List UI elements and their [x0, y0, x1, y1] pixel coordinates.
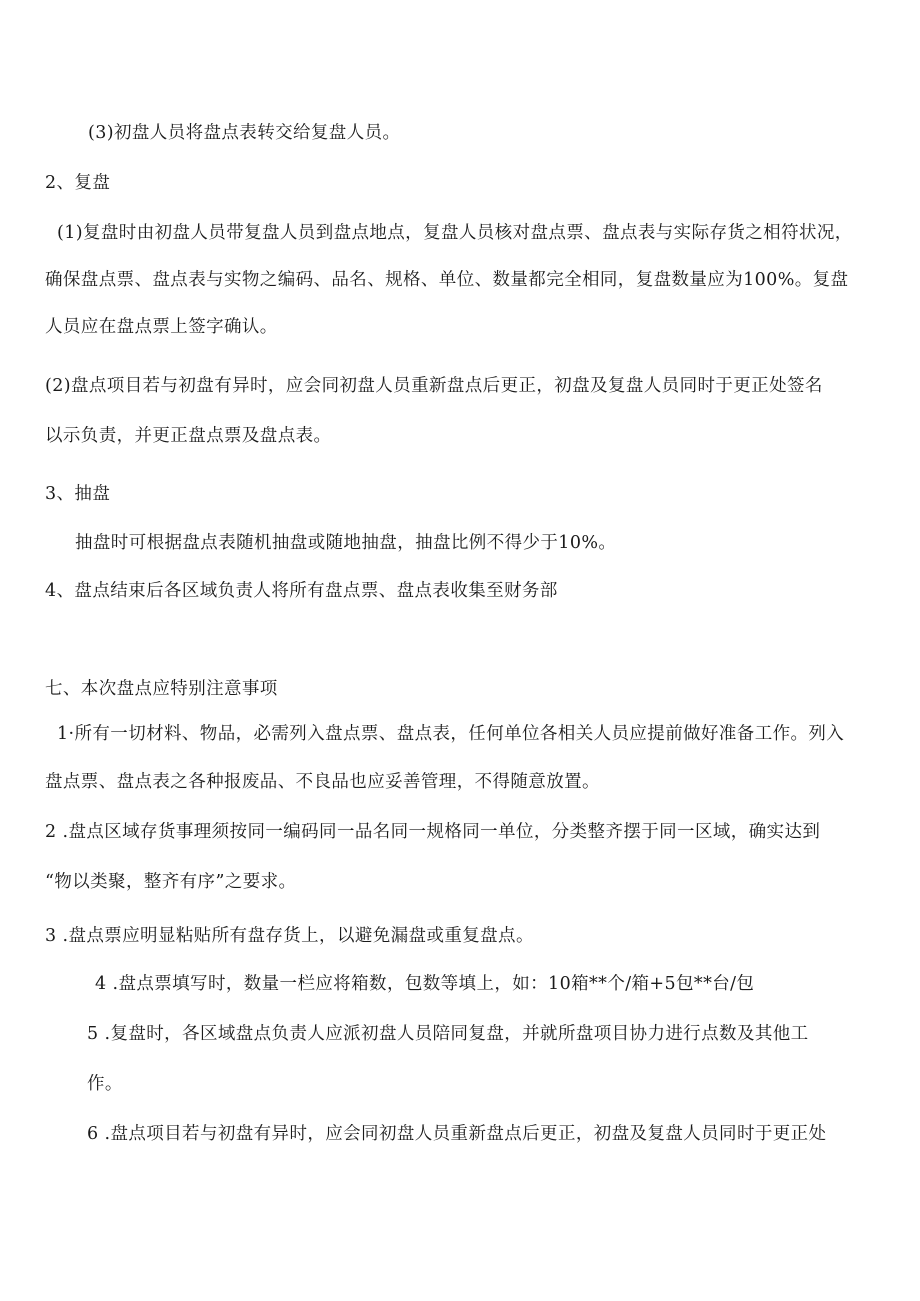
paragraph-line: 1·所有一切材料、物品，必需列入盘点票、盘点表，任何单位各相关人员应提前做好准备工作。列入 — [57, 724, 845, 744]
section-heading: 2、复盘 — [45, 173, 111, 193]
paragraph-line: (2)盘点项目若与初盘有异时，应会同初盘人员重新盘点后更正，初盘及复盘人员同时于更正处签名 — [45, 376, 823, 396]
paragraph-line: 3 .盘点票应明显粘贴所有盘存货上，以避免漏盘或重复盘点。 — [45, 926, 534, 946]
paragraph-line: 作。 — [87, 1074, 123, 1094]
paragraph-line: 人员应在盘点票上签字确认。 — [45, 317, 278, 337]
paragraph-line: 4 .盘点票填写时，数量一栏应将箱数，包数等填上，如：10箱**个/箱+5包**台/包 — [95, 974, 755, 994]
paragraph-line: 确保盘点票、盘点表与实物之编码、品名、规格、单位、数量都完全相同，复盘数量应为100%。复盘 — [45, 270, 849, 290]
paragraph-line: (1)复盘时由初盘人员带复盘人员到盘点地点，复盘人员核对盘点票、盘点表与实际存货之相符状况， — [57, 223, 853, 243]
paragraph-line: 抽盘时可根据盘点表随机抽盘或随地抽盘，抽盘比例不得少于10%。 — [75, 533, 617, 553]
paragraph-line: (3)初盘人员将盘点表转交给复盘人员。 — [88, 123, 401, 143]
paragraph-line: “物以类聚，整齐有序”之要求。 — [45, 872, 297, 892]
section-heading: 4、盘点结束后各区域负责人将所有盘点票、盘点表收集至财务部 — [45, 581, 558, 601]
paragraph-line: 以示负责，并更正盘点票及盘点表。 — [45, 426, 332, 446]
chapter-heading: 七、本次盘点应特别注意事项 — [45, 679, 278, 699]
paragraph-line: 6 .盘点项目若与初盘有异时，应会同初盘人员重新盘点后更正，初盘及复盘人员同时于更正处 — [87, 1124, 827, 1144]
paragraph-line: 盘点票、盘点表之各种报废品、不良品也应妥善管理，不得随意放置。 — [45, 772, 600, 792]
paragraph-line: 5 .复盘时，各区域盘点负责人应派初盘人员陪同复盘，并就所盘项目协力进行点数及其他工 — [87, 1024, 809, 1044]
paragraph-line: 2 .盘点区域存货事理须按同一编码同一品名同一规格同一单位，分类整齐摆于同一区域，确实达到 — [45, 822, 821, 842]
section-heading: 3、抽盘 — [45, 484, 111, 504]
